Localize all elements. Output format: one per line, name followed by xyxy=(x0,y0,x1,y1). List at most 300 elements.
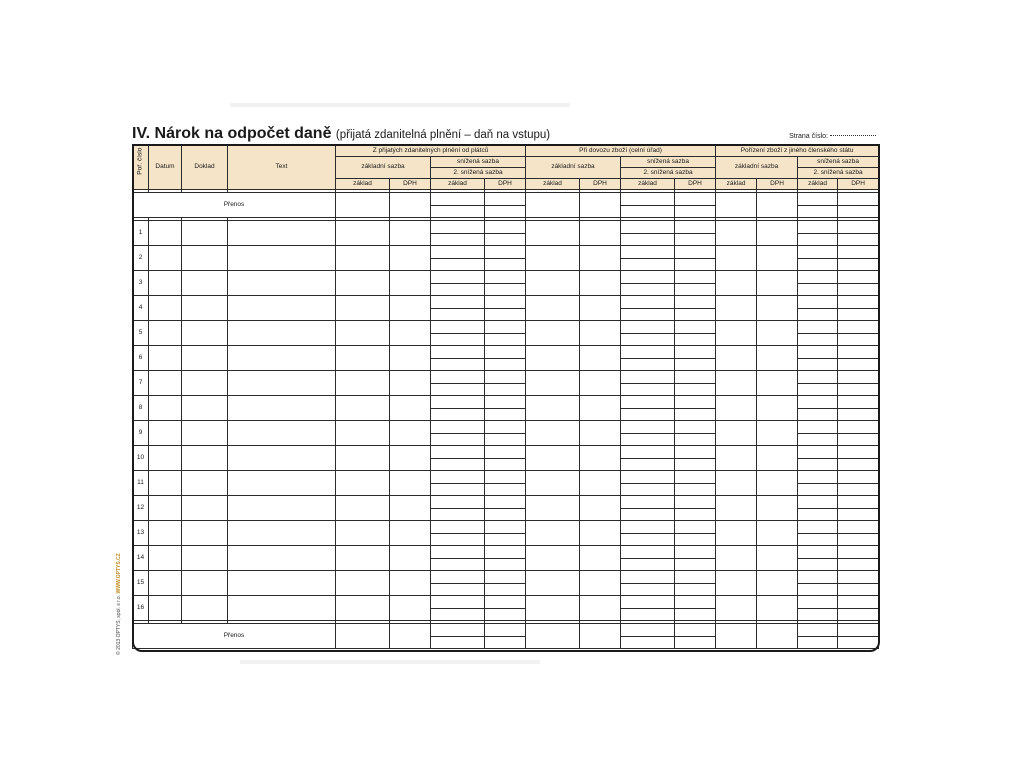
zaklad-cell-reduced-2[interactable] xyxy=(621,258,675,271)
dph-cell-reduced-2[interactable] xyxy=(838,508,879,521)
dph-cell[interactable] xyxy=(838,596,879,609)
dph-cell[interactable] xyxy=(580,446,621,471)
dph-cell[interactable] xyxy=(838,193,879,206)
dph-cell-reduced-2[interactable] xyxy=(838,333,879,346)
dph-cell-reduced-2[interactable] xyxy=(485,308,526,321)
zaklad-cell-reduced-2[interactable] xyxy=(431,483,485,496)
dph-cell-reduced-2[interactable] xyxy=(675,358,716,371)
zaklad-cell[interactable] xyxy=(621,446,675,459)
zaklad-cell[interactable] xyxy=(621,546,675,559)
zaklad-cell[interactable] xyxy=(716,446,757,471)
dph-cell[interactable] xyxy=(757,346,798,371)
zaklad-cell-reduced-2[interactable] xyxy=(798,608,838,621)
dph-cell[interactable] xyxy=(580,321,621,346)
dph-cell-reduced-2[interactable] xyxy=(485,283,526,296)
dph-cell[interactable] xyxy=(485,396,526,409)
zaklad-cell-reduced-2[interactable] xyxy=(798,483,838,496)
dph-cell-reduced-2[interactable] xyxy=(485,583,526,596)
text-cell[interactable] xyxy=(228,371,336,396)
dph-cell[interactable] xyxy=(580,346,621,371)
zaklad-cell[interactable] xyxy=(526,371,580,396)
zaklad-cell-reduced-2[interactable] xyxy=(431,358,485,371)
zaklad-cell-reduced-2[interactable] xyxy=(431,433,485,446)
doklad-cell[interactable] xyxy=(182,571,228,596)
zaklad-cell[interactable] xyxy=(526,346,580,371)
dph-cell[interactable] xyxy=(485,546,526,559)
text-cell[interactable] xyxy=(228,221,336,246)
dph-cell[interactable] xyxy=(757,596,798,621)
zaklad-cell-reduced-2[interactable] xyxy=(431,558,485,571)
dph-cell[interactable] xyxy=(838,371,879,384)
zaklad-cell[interactable] xyxy=(336,546,390,571)
dph-cell[interactable] xyxy=(390,221,431,246)
zaklad-cell-reduced-2[interactable] xyxy=(431,408,485,421)
zaklad-cell[interactable] xyxy=(526,421,580,446)
zaklad-cell[interactable] xyxy=(621,321,675,334)
zaklad-cell[interactable] xyxy=(798,421,838,434)
doklad-cell[interactable] xyxy=(182,596,228,621)
zaklad-cell[interactable] xyxy=(621,193,675,206)
dph-cell-reduced-2[interactable] xyxy=(675,383,716,396)
dph-cell[interactable] xyxy=(485,371,526,384)
dph-cell-reduced-2[interactable] xyxy=(485,558,526,571)
dph-cell[interactable] xyxy=(390,446,431,471)
dph-cell[interactable] xyxy=(580,471,621,496)
zaklad-cell-reduced-2[interactable] xyxy=(621,308,675,321)
zaklad-cell[interactable] xyxy=(336,446,390,471)
zaklad-cell-reduced-2[interactable] xyxy=(431,205,485,218)
zaklad-cell-reduced-2[interactable] xyxy=(798,508,838,521)
datum-cell[interactable] xyxy=(149,271,182,296)
dph-cell[interactable] xyxy=(675,446,716,459)
datum-cell[interactable] xyxy=(149,221,182,246)
zaklad-cell[interactable] xyxy=(336,421,390,446)
dph-cell-reduced-2[interactable] xyxy=(485,608,526,621)
dph-cell-reduced-2[interactable] xyxy=(485,636,526,649)
zaklad-cell[interactable] xyxy=(431,396,485,409)
zaklad-cell-reduced-2[interactable] xyxy=(798,458,838,471)
dph-cell-reduced-2[interactable] xyxy=(675,333,716,346)
zaklad-cell[interactable] xyxy=(621,396,675,409)
dph-cell[interactable] xyxy=(390,496,431,521)
dph-cell[interactable] xyxy=(580,221,621,246)
zaklad-cell[interactable] xyxy=(798,471,838,484)
dph-cell-reduced-2[interactable] xyxy=(485,205,526,218)
dph-cell[interactable] xyxy=(485,571,526,584)
zaklad-cell[interactable] xyxy=(798,546,838,559)
datum-cell[interactable] xyxy=(149,496,182,521)
zaklad-cell-reduced-2[interactable] xyxy=(431,308,485,321)
zaklad-cell-reduced-2[interactable] xyxy=(621,333,675,346)
zaklad-cell-reduced-2[interactable] xyxy=(431,533,485,546)
zaklad-cell-reduced-2[interactable] xyxy=(621,283,675,296)
dph-cell[interactable] xyxy=(485,221,526,234)
text-cell[interactable] xyxy=(228,546,336,571)
dph-cell-reduced-2[interactable] xyxy=(485,258,526,271)
zaklad-cell[interactable] xyxy=(336,396,390,421)
zaklad-cell[interactable] xyxy=(621,246,675,259)
dph-cell-reduced-2[interactable] xyxy=(675,283,716,296)
zaklad-cell-reduced-2[interactable] xyxy=(431,333,485,346)
zaklad-cell[interactable] xyxy=(716,371,757,396)
datum-cell[interactable] xyxy=(149,571,182,596)
dph-cell[interactable] xyxy=(390,624,431,649)
zaklad-cell-reduced-2[interactable] xyxy=(798,533,838,546)
zaklad-cell[interactable] xyxy=(431,321,485,334)
zaklad-cell[interactable] xyxy=(798,624,838,637)
dph-cell-reduced-2[interactable] xyxy=(675,205,716,218)
datum-cell[interactable] xyxy=(149,546,182,571)
dph-cell-reduced-2[interactable] xyxy=(675,308,716,321)
dph-cell[interactable] xyxy=(390,521,431,546)
zaklad-cell[interactable] xyxy=(431,546,485,559)
zaklad-cell-reduced-2[interactable] xyxy=(621,608,675,621)
dph-cell[interactable] xyxy=(485,421,526,434)
zaklad-cell[interactable] xyxy=(716,221,757,246)
zaklad-cell-reduced-2[interactable] xyxy=(798,636,838,649)
dph-cell[interactable] xyxy=(757,496,798,521)
zaklad-cell-reduced-2[interactable] xyxy=(431,383,485,396)
zaklad-cell[interactable] xyxy=(716,471,757,496)
dph-cell[interactable] xyxy=(580,421,621,446)
datum-cell[interactable] xyxy=(149,371,182,396)
dph-cell[interactable] xyxy=(675,596,716,609)
zaklad-cell[interactable] xyxy=(336,521,390,546)
text-cell[interactable] xyxy=(228,321,336,346)
dph-cell[interactable] xyxy=(838,346,879,359)
zaklad-cell-reduced-2[interactable] xyxy=(431,258,485,271)
dph-cell[interactable] xyxy=(485,471,526,484)
zaklad-cell[interactable] xyxy=(526,446,580,471)
dph-cell-reduced-2[interactable] xyxy=(675,433,716,446)
text-cell[interactable] xyxy=(228,446,336,471)
dph-cell[interactable] xyxy=(757,624,798,649)
zaklad-cell[interactable] xyxy=(798,346,838,359)
dph-cell[interactable] xyxy=(485,624,526,637)
zaklad-cell[interactable] xyxy=(431,624,485,637)
zaklad-cell[interactable] xyxy=(621,346,675,359)
zaklad-cell[interactable] xyxy=(431,571,485,584)
zaklad-cell-reduced-2[interactable] xyxy=(798,383,838,396)
zaklad-cell[interactable] xyxy=(431,371,485,384)
dph-cell-reduced-2[interactable] xyxy=(838,358,879,371)
text-cell[interactable] xyxy=(228,496,336,521)
zaklad-cell[interactable] xyxy=(621,596,675,609)
dph-cell-reduced-2[interactable] xyxy=(675,583,716,596)
dph-cell-reduced-2[interactable] xyxy=(485,408,526,421)
datum-cell[interactable] xyxy=(149,471,182,496)
zaklad-cell[interactable] xyxy=(798,571,838,584)
zaklad-cell[interactable] xyxy=(431,471,485,484)
datum-cell[interactable] xyxy=(149,246,182,271)
zaklad-cell[interactable] xyxy=(431,446,485,459)
dph-cell[interactable] xyxy=(757,271,798,296)
dph-cell-reduced-2[interactable] xyxy=(838,608,879,621)
zaklad-cell[interactable] xyxy=(431,346,485,359)
zaklad-cell[interactable] xyxy=(716,271,757,296)
zaklad-cell[interactable] xyxy=(798,271,838,284)
doklad-cell[interactable] xyxy=(182,271,228,296)
zaklad-cell[interactable] xyxy=(621,471,675,484)
zaklad-cell[interactable] xyxy=(431,296,485,309)
zaklad-cell[interactable] xyxy=(798,596,838,609)
zaklad-cell-reduced-2[interactable] xyxy=(431,283,485,296)
zaklad-cell[interactable] xyxy=(431,221,485,234)
dph-cell[interactable] xyxy=(675,193,716,206)
dph-cell-reduced-2[interactable] xyxy=(675,533,716,546)
dph-cell[interactable] xyxy=(757,221,798,246)
dph-cell[interactable] xyxy=(580,396,621,421)
zaklad-cell[interactable] xyxy=(526,396,580,421)
zaklad-cell[interactable] xyxy=(526,221,580,246)
zaklad-cell-reduced-2[interactable] xyxy=(621,383,675,396)
dph-cell-reduced-2[interactable] xyxy=(485,233,526,246)
zaklad-cell[interactable] xyxy=(621,624,675,637)
dph-cell[interactable] xyxy=(485,296,526,309)
dph-cell-reduced-2[interactable] xyxy=(838,383,879,396)
zaklad-cell[interactable] xyxy=(621,571,675,584)
dph-cell-reduced-2[interactable] xyxy=(675,258,716,271)
dph-cell-reduced-2[interactable] xyxy=(838,636,879,649)
datum-cell[interactable] xyxy=(149,296,182,321)
zaklad-cell[interactable] xyxy=(526,624,580,649)
dph-cell-reduced-2[interactable] xyxy=(838,205,879,218)
dph-cell[interactable] xyxy=(675,221,716,234)
zaklad-cell-reduced-2[interactable] xyxy=(798,233,838,246)
datum-cell[interactable] xyxy=(149,396,182,421)
datum-cell[interactable] xyxy=(149,421,182,446)
dph-cell[interactable] xyxy=(675,296,716,309)
zaklad-cell[interactable] xyxy=(336,471,390,496)
text-cell[interactable] xyxy=(228,421,336,446)
dph-cell[interactable] xyxy=(838,321,879,334)
zaklad-cell[interactable] xyxy=(716,546,757,571)
zaklad-cell-reduced-2[interactable] xyxy=(431,583,485,596)
dph-cell[interactable] xyxy=(838,471,879,484)
zaklad-cell-reduced-2[interactable] xyxy=(621,508,675,521)
zaklad-cell[interactable] xyxy=(621,421,675,434)
zaklad-cell[interactable] xyxy=(336,624,390,649)
zaklad-cell-reduced-2[interactable] xyxy=(621,636,675,649)
zaklad-cell[interactable] xyxy=(336,221,390,246)
zaklad-cell[interactable] xyxy=(798,193,838,206)
zaklad-cell[interactable] xyxy=(716,496,757,521)
zaklad-cell[interactable] xyxy=(716,596,757,621)
doklad-cell[interactable] xyxy=(182,246,228,271)
zaklad-cell[interactable] xyxy=(798,521,838,534)
zaklad-cell[interactable] xyxy=(431,496,485,509)
dph-cell-reduced-2[interactable] xyxy=(838,283,879,296)
dph-cell[interactable] xyxy=(390,371,431,396)
zaklad-cell[interactable] xyxy=(336,193,390,218)
dph-cell[interactable] xyxy=(580,271,621,296)
page-number-field[interactable] xyxy=(789,133,876,140)
zaklad-cell[interactable] xyxy=(526,296,580,321)
zaklad-cell-reduced-2[interactable] xyxy=(798,283,838,296)
zaklad-cell[interactable] xyxy=(431,421,485,434)
zaklad-cell[interactable] xyxy=(621,521,675,534)
zaklad-cell[interactable] xyxy=(798,321,838,334)
zaklad-cell[interactable] xyxy=(336,571,390,596)
dph-cell[interactable] xyxy=(838,571,879,584)
doklad-cell[interactable] xyxy=(182,471,228,496)
text-cell[interactable] xyxy=(228,596,336,621)
text-cell[interactable] xyxy=(228,296,336,321)
dph-cell-reduced-2[interactable] xyxy=(485,533,526,546)
zaklad-cell-reduced-2[interactable] xyxy=(431,508,485,521)
zaklad-cell[interactable] xyxy=(716,246,757,271)
zaklad-cell[interactable] xyxy=(336,321,390,346)
zaklad-cell[interactable] xyxy=(336,596,390,621)
dph-cell-reduced-2[interactable] xyxy=(838,233,879,246)
dph-cell-reduced-2[interactable] xyxy=(485,433,526,446)
dph-cell[interactable] xyxy=(838,421,879,434)
zaklad-cell-reduced-2[interactable] xyxy=(621,483,675,496)
zaklad-cell-reduced-2[interactable] xyxy=(798,583,838,596)
dph-cell[interactable] xyxy=(390,421,431,446)
doklad-cell[interactable] xyxy=(182,546,228,571)
dph-cell-reduced-2[interactable] xyxy=(675,458,716,471)
dph-cell[interactable] xyxy=(485,193,526,206)
dph-cell[interactable] xyxy=(580,296,621,321)
dph-cell[interactable] xyxy=(675,546,716,559)
dph-cell[interactable] xyxy=(390,246,431,271)
dph-cell[interactable] xyxy=(675,396,716,409)
zaklad-cell[interactable] xyxy=(336,271,390,296)
zaklad-cell[interactable] xyxy=(431,193,485,206)
dph-cell-reduced-2[interactable] xyxy=(838,433,879,446)
doklad-cell[interactable] xyxy=(182,446,228,471)
doklad-cell[interactable] xyxy=(182,346,228,371)
dph-cell[interactable] xyxy=(757,546,798,571)
zaklad-cell[interactable] xyxy=(621,271,675,284)
zaklad-cell-reduced-2[interactable] xyxy=(621,205,675,218)
text-cell[interactable] xyxy=(228,571,336,596)
doklad-cell[interactable] xyxy=(182,371,228,396)
dph-cell-reduced-2[interactable] xyxy=(838,258,879,271)
text-cell[interactable] xyxy=(228,396,336,421)
zaklad-cell[interactable] xyxy=(798,371,838,384)
text-cell[interactable] xyxy=(228,271,336,296)
dph-cell-reduced-2[interactable] xyxy=(675,508,716,521)
zaklad-cell-reduced-2[interactable] xyxy=(431,608,485,621)
dph-cell[interactable] xyxy=(838,446,879,459)
dph-cell[interactable] xyxy=(675,346,716,359)
zaklad-cell[interactable] xyxy=(716,421,757,446)
dph-cell[interactable] xyxy=(675,471,716,484)
dph-cell[interactable] xyxy=(838,296,879,309)
zaklad-cell[interactable] xyxy=(621,296,675,309)
zaklad-cell-reduced-2[interactable] xyxy=(621,533,675,546)
dph-cell-reduced-2[interactable] xyxy=(675,483,716,496)
zaklad-cell[interactable] xyxy=(798,296,838,309)
zaklad-cell[interactable] xyxy=(336,296,390,321)
zaklad-cell[interactable] xyxy=(716,321,757,346)
dph-cell-reduced-2[interactable] xyxy=(838,483,879,496)
zaklad-cell[interactable] xyxy=(526,271,580,296)
dph-cell[interactable] xyxy=(485,521,526,534)
dph-cell[interactable] xyxy=(757,521,798,546)
dph-cell[interactable] xyxy=(757,193,798,218)
zaklad-cell[interactable] xyxy=(526,471,580,496)
dph-cell[interactable] xyxy=(580,624,621,649)
dph-cell[interactable] xyxy=(757,471,798,496)
zaklad-cell[interactable] xyxy=(798,396,838,409)
dph-cell-reduced-2[interactable] xyxy=(838,458,879,471)
dph-cell[interactable] xyxy=(838,271,879,284)
zaklad-cell-reduced-2[interactable] xyxy=(621,583,675,596)
dph-cell[interactable] xyxy=(580,246,621,271)
dph-cell[interactable] xyxy=(838,221,879,234)
dph-cell[interactable] xyxy=(757,396,798,421)
zaklad-cell[interactable] xyxy=(716,296,757,321)
zaklad-cell-reduced-2[interactable] xyxy=(798,358,838,371)
zaklad-cell[interactable] xyxy=(526,521,580,546)
dph-cell[interactable] xyxy=(757,371,798,396)
zaklad-cell[interactable] xyxy=(336,371,390,396)
dph-cell-reduced-2[interactable] xyxy=(675,558,716,571)
doklad-cell[interactable] xyxy=(182,521,228,546)
dph-cell[interactable] xyxy=(390,346,431,371)
zaklad-cell[interactable] xyxy=(526,496,580,521)
dph-cell-reduced-2[interactable] xyxy=(838,558,879,571)
dph-cell[interactable] xyxy=(485,346,526,359)
dph-cell-reduced-2[interactable] xyxy=(675,408,716,421)
dph-cell[interactable] xyxy=(838,521,879,534)
zaklad-cell[interactable] xyxy=(431,271,485,284)
zaklad-cell[interactable] xyxy=(798,221,838,234)
dph-cell-reduced-2[interactable] xyxy=(485,383,526,396)
dph-cell-reduced-2[interactable] xyxy=(838,308,879,321)
dph-cell[interactable] xyxy=(675,421,716,434)
zaklad-cell[interactable] xyxy=(526,246,580,271)
dph-cell[interactable] xyxy=(485,596,526,609)
dph-cell[interactable] xyxy=(390,296,431,321)
dph-cell[interactable] xyxy=(675,271,716,284)
doklad-cell[interactable] xyxy=(182,396,228,421)
zaklad-cell[interactable] xyxy=(716,571,757,596)
dph-cell[interactable] xyxy=(485,271,526,284)
zaklad-cell[interactable] xyxy=(336,346,390,371)
dph-cell[interactable] xyxy=(675,571,716,584)
dph-cell[interactable] xyxy=(757,446,798,471)
zaklad-cell-reduced-2[interactable] xyxy=(621,458,675,471)
zaklad-cell-reduced-2[interactable] xyxy=(431,233,485,246)
zaklad-cell-reduced-2[interactable] xyxy=(621,558,675,571)
zaklad-cell-reduced-2[interactable] xyxy=(798,258,838,271)
dph-cell-reduced-2[interactable] xyxy=(485,358,526,371)
dph-cell[interactable] xyxy=(580,371,621,396)
dph-cell-reduced-2[interactable] xyxy=(838,583,879,596)
dph-cell[interactable] xyxy=(390,596,431,621)
dph-cell[interactable] xyxy=(675,321,716,334)
zaklad-cell[interactable] xyxy=(526,596,580,621)
datum-cell[interactable] xyxy=(149,596,182,621)
dph-cell[interactable] xyxy=(675,624,716,637)
datum-cell[interactable] xyxy=(149,521,182,546)
dph-cell[interactable] xyxy=(757,246,798,271)
dph-cell[interactable] xyxy=(838,496,879,509)
dph-cell[interactable] xyxy=(485,496,526,509)
doklad-cell[interactable] xyxy=(182,421,228,446)
zaklad-cell-reduced-2[interactable] xyxy=(798,205,838,218)
zaklad-cell-reduced-2[interactable] xyxy=(798,558,838,571)
dph-cell[interactable] xyxy=(838,546,879,559)
zaklad-cell-reduced-2[interactable] xyxy=(798,433,838,446)
dph-cell[interactable] xyxy=(757,321,798,346)
dph-cell[interactable] xyxy=(390,571,431,596)
zaklad-cell-reduced-2[interactable] xyxy=(621,408,675,421)
